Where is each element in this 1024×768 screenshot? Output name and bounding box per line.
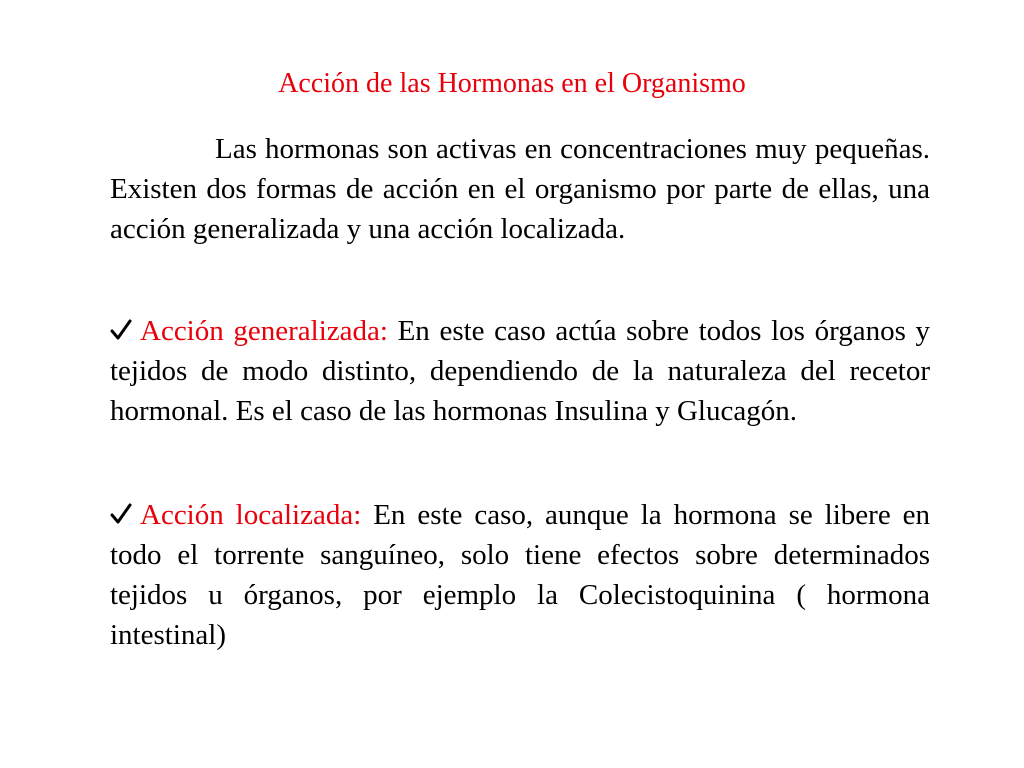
bullet-term: Acción generalizada: xyxy=(140,315,388,347)
bullet-generalizada xyxy=(110,311,930,431)
bullet-localizada xyxy=(110,495,930,655)
intro-paragraph: Las hormonas son activas en concentraciones muy pequeñas. Existen dos formas de acción en el organismo por parte de ellas, una acción generalizada y una acción localizada. xyxy=(110,133,930,245)
bullet-text: En este caso, aunque la hormona se libere en todo el torrente sanguíneo, solo tiene efectos sobre determinados tejidos u órganos, por ejemplo la Colecistoquinina ( hormona intestinal) xyxy=(110,499,930,651)
checkmark-icon xyxy=(110,315,132,343)
slide-title: Acción de las Hormonas en el Organismo xyxy=(278,68,746,99)
bullet-text: En este caso actúa sobre todos los órganos y tejidos de modo distinto, dependiendo de la naturaleza del recetor hormonal. Es el caso de las hormonas Insulina y Glucagón. xyxy=(110,315,930,427)
bullet-term: Acción localizada: xyxy=(140,499,362,531)
checkmark-icon xyxy=(110,499,132,527)
